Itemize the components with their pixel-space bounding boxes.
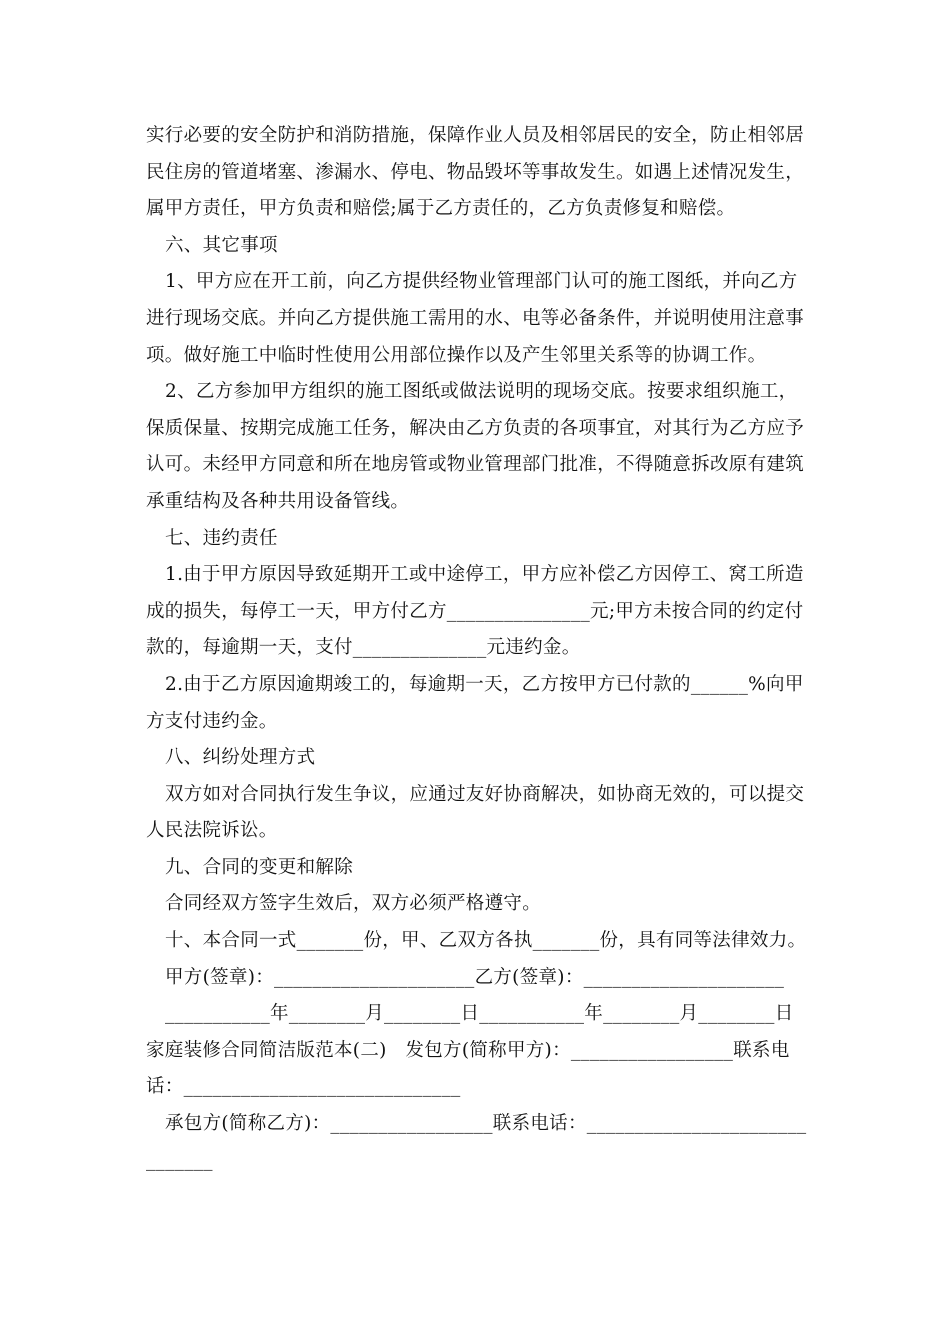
paragraph-template-two-client: 家庭装修合同简洁版范本(二) 发包方(简称甲方)：_________________联系电话：_____________________________	[146, 1039, 790, 1098]
paragraph-party-b-duties: 2、乙方参加甲方组织的施工图纸或做法说明的现场交底。按要求组织施工，保质保量、按期完成施工任务，解决由乙方负责的各项事宜，对其行为乙方应予认可。未经甲方同意和所在地房管或物业管理部门批准，不得随意拆改原有建筑承重结构及各种共用设备管线。	[146, 381, 805, 512]
heading-other-matters: 六、其它事项	[165, 234, 278, 256]
heading-dispute-resolution: 八、纠纷处理方式	[165, 747, 316, 769]
signature-line: 甲方(签章)：_____________________乙方(签章)：_____________________	[165, 966, 785, 988]
paragraph-party-a-duties: 1、甲方应在开工前，向乙方提供经物业管理部门认可的施工图纸，并向乙方进行现场交底。并向乙方提供施工需用的水、电等必备条件，并说明使用注意事项。做好施工中临时性使用公用部位操作以及产生邻里关系等的协调工作。	[146, 271, 805, 366]
paragraph-contract-effect: 合同经双方签字生效后，双方必须严格遵守。	[165, 893, 542, 915]
contract-text	[146, 118, 808, 1179]
paragraph-party-b-delay: 2.由于乙方原因逾期竣工的，每逾期一天，乙方按甲方已付款的______%向甲方支付违约金。	[146, 673, 804, 732]
paragraph-contractor-contact: 承包方(简称乙方)：_________________联系电话：______________________________	[146, 1113, 807, 1171]
paragraph-copies: 十、本合同一式_______份，甲、乙双方各执_______份，具有同等法律效力。	[165, 930, 807, 952]
heading-contract-changes: 九、合同的变更和解除	[165, 856, 354, 878]
heading-breach-liability: 七、违约责任	[165, 527, 278, 549]
paragraph-dispute-resolution: 双方如对合同执行发生争议，应通过友好协商解决，如协商无效的，可以提交人民法院诉讼。	[146, 783, 805, 842]
paragraph-safety-measures: 实行必要的安全防护和消防措施，保障作业人员及相邻居民的安全，防止相邻居民住房的管道堵塞、渗漏水、停电、物品毁坏等事故发生。如遇上述情况发生，属甲方责任，甲方负责和赔偿;属于乙方责任的，乙方负责修复和赔偿。	[146, 125, 805, 220]
date-line: ___________年________月________日___________年________月________日	[165, 1003, 794, 1025]
paragraph-party-a-delay: 1.由于甲方原因导致延期开工或中途停工，甲方应补偿乙方因停工、窝工所造成的损失，每停工一天，甲方付乙方_______________元;甲方未按合同的约定付款的，每逾期一天，支付______________元违约金。	[146, 564, 804, 659]
